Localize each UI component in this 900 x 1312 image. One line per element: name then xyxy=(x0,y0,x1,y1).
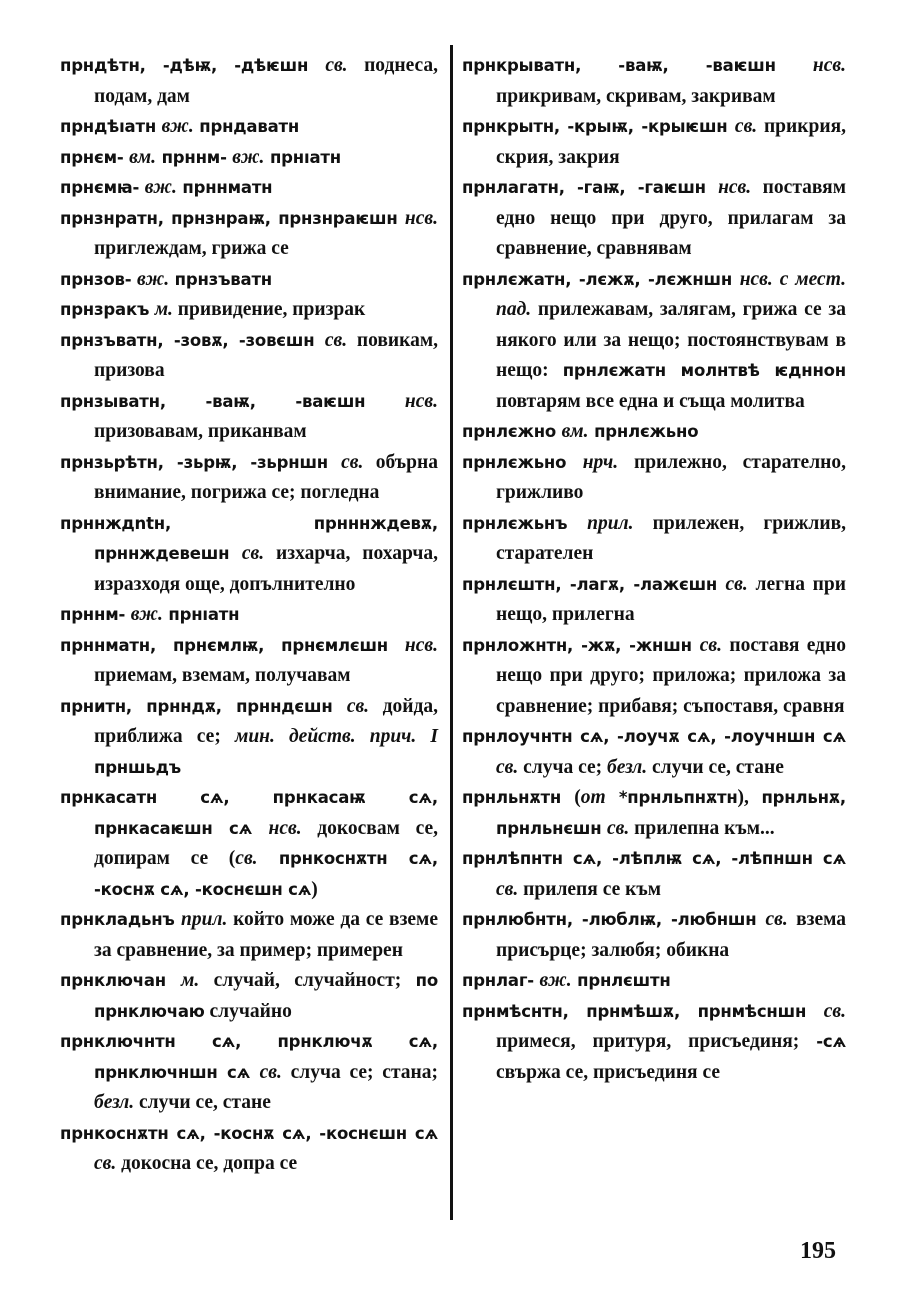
headword: прнлєжьнъ xyxy=(462,513,588,533)
grammar-label: вж. xyxy=(144,177,177,198)
grammar-label: св. xyxy=(241,543,265,564)
headword: прнлѣпнтн сѧ, -лѣплѭ сѧ, -лѣпншн сѧ xyxy=(462,849,846,868)
grammar-label: вж. xyxy=(539,970,572,991)
dictionary-entry xyxy=(462,50,846,111)
grammar-label: вм. xyxy=(561,421,589,442)
definition: прикрия, скрия, закрия xyxy=(496,116,846,168)
headword: прнлєжьно xyxy=(588,422,699,441)
definition: свържа се, присъединя се xyxy=(496,1061,721,1083)
headword: прнıатн xyxy=(162,605,240,624)
dictionary-entry xyxy=(60,782,438,904)
headword: прнложнтн, -жѫ, -жншн xyxy=(462,635,700,655)
dictionary-entry xyxy=(60,172,438,203)
dictionary-entry xyxy=(60,965,438,1026)
headword: прнємꙗ- xyxy=(60,178,145,197)
dictionary-entry xyxy=(60,1026,438,1118)
headword: *прнльпнѫтн xyxy=(605,788,738,807)
grammar-label: м. xyxy=(154,299,173,320)
grammar-label: св. xyxy=(346,695,370,717)
grammar-label: св. xyxy=(725,573,748,595)
grammar-label: вж. xyxy=(161,116,194,137)
headword: прндѣıатн xyxy=(60,117,162,136)
grammar-label: нсв. с мест. пад. xyxy=(496,268,846,320)
definition: прикривам, скривам, закривам xyxy=(496,85,776,107)
headword: прннматн xyxy=(176,178,273,197)
definition: ) xyxy=(311,878,318,900)
definition: приглеждам, грижа се xyxy=(94,238,289,259)
definition: повтарям все една и съща молитва xyxy=(496,390,805,412)
dictionary-entry xyxy=(462,965,846,996)
headword: прнкладьнъ xyxy=(60,910,181,929)
definition: поднеса, подам, дам xyxy=(94,55,438,107)
definition: прилежен, грижлив, старателен xyxy=(496,512,847,564)
grammar-label: св. xyxy=(94,1153,117,1174)
dictionary-entry xyxy=(60,111,438,142)
dictionary-entry xyxy=(462,630,846,722)
headword: прнмѣснтн, прнмѣшѫ, прнмѣсншн xyxy=(462,1001,824,1021)
headword: прнлєжатн молнтвѣ ѥдннон xyxy=(562,361,846,380)
headword: прнлоучнтн сѧ, -лоучѫ сѧ, -лоучншн сѧ xyxy=(462,727,846,746)
dictionary-entry xyxy=(60,599,438,630)
headword: прннждntн, прнннждевѫ, прннждевешн xyxy=(60,513,438,563)
definition: дойда, приближа се; xyxy=(94,695,439,747)
headword: прнзъватн xyxy=(169,269,273,289)
grammar-label: нрч. xyxy=(582,451,619,473)
definition: случа се; стана; xyxy=(281,1061,438,1083)
headword: прнıатн xyxy=(264,147,341,167)
headword: прнлєштн, -лагѫ, -лажєшн xyxy=(462,574,726,594)
column-divider xyxy=(450,45,453,1220)
headword: прнлєштн xyxy=(571,971,671,990)
grammar-label: безл. xyxy=(607,756,648,778)
definition: прилепя се към xyxy=(518,878,662,900)
grammar-label: св. xyxy=(823,1000,846,1022)
grammar-label: нсв. xyxy=(268,817,302,839)
headword: прнзракъ xyxy=(60,300,155,319)
grammar-label: вж. xyxy=(136,268,170,290)
grammar-label: нсв. xyxy=(812,55,846,76)
definition: примеся, притуря, присъединя; xyxy=(496,1031,817,1052)
definition: изхарча, похарча, изразходя още, допълнително xyxy=(94,543,438,595)
grammar-label: св. xyxy=(734,116,758,137)
definition: легна при нещо, прилегна xyxy=(496,573,846,625)
dictionary-entry xyxy=(60,142,438,173)
headword: прнлаг- xyxy=(462,971,540,990)
definition: случи се, стане xyxy=(134,1092,271,1113)
grammar-label: мин. действ. прич. I xyxy=(234,726,438,747)
headword: прншьдъ xyxy=(94,757,181,777)
grammar-label: св. xyxy=(259,1061,282,1083)
grammar-label: св. xyxy=(324,329,348,351)
dictionary-entry xyxy=(60,1118,438,1179)
headword: прнзыватн, -ваѭ, -ваѥшн xyxy=(60,391,405,411)
dictionary-entry xyxy=(60,386,438,447)
dictionary-entry xyxy=(462,508,846,569)
definition: привидение, призрак xyxy=(172,299,366,320)
definition: взема присърце; залюбя; обикна xyxy=(496,909,846,961)
definition: ( xyxy=(574,787,581,808)
definition: повикам, призова xyxy=(94,329,438,381)
headword: прнитн, прнндѫ, прнндєшн xyxy=(60,696,347,716)
grammar-label: св. xyxy=(606,817,630,839)
headword: прнкрыватн, -ваѭ, -ваѥшн xyxy=(462,56,813,75)
headword: прнлєжатн, -лєжѫ, -лєжншн xyxy=(462,269,740,289)
headword: прндаватн xyxy=(193,117,300,136)
definition: прилежно, старателно, грижливо xyxy=(496,451,847,503)
grammar-label: св. xyxy=(765,909,788,930)
headword: прнключан xyxy=(60,971,182,990)
grammar-label: безл. xyxy=(94,1092,135,1113)
left-column xyxy=(60,50,438,1179)
dictionary-entry xyxy=(462,416,846,447)
dictionary-entry xyxy=(462,569,846,630)
headword: прнєм- xyxy=(60,147,130,167)
dictionary-entry xyxy=(462,904,846,965)
definition: приемам, вземам, получавам xyxy=(94,665,351,686)
grammar-label: св. xyxy=(325,55,348,76)
grammar-label: св. xyxy=(235,848,258,869)
grammar-label: нсв. xyxy=(404,390,438,412)
headword: прнключнтн сѧ, прнключѫ сѧ, прнключншн сѧ xyxy=(60,1032,438,1082)
grammar-label: вж. xyxy=(130,604,163,625)
headword: -сѧ xyxy=(816,1032,846,1051)
definition: обърна внимание, погрижа се; погледна xyxy=(94,451,439,503)
dictionary-entry xyxy=(462,264,846,417)
dictionary-entry xyxy=(462,782,846,843)
grammar-label: св. xyxy=(699,634,723,656)
definition: случи се, стане xyxy=(647,756,784,778)
headword: прннм- xyxy=(156,147,233,167)
dictionary-entry xyxy=(60,447,438,508)
dictionary-entry xyxy=(60,508,438,600)
headword: прнльнѫтн xyxy=(462,788,575,807)
grammar-label: вм. xyxy=(129,146,157,168)
definition: случа се; xyxy=(518,756,608,778)
grammar-label: нсв. xyxy=(404,207,438,229)
dictionary-entry xyxy=(60,294,438,325)
headword: прнлагатн, -гаѭ, -гаѥшн xyxy=(462,178,719,197)
grammar-label: св. xyxy=(496,756,519,778)
dictionary-entry xyxy=(60,264,438,295)
dictionary-entry xyxy=(462,843,846,904)
dictionary-entry xyxy=(462,172,846,264)
definition: призовавам, приканвам xyxy=(94,421,307,442)
headword: прнзнратн, прнзнраѭ, прнзнраѥшн xyxy=(60,208,405,228)
definition: прилежавам, залягам, грижа се за някого или за нещо; постоянствувам в нещо: xyxy=(496,299,846,381)
definition: прилепна към... xyxy=(629,817,775,839)
definition: докосна се, допра се xyxy=(116,1153,298,1174)
page-number: 195 xyxy=(800,1238,836,1264)
headword: прнкоснѫтн сѧ, -коснѫ сѧ, -коснєшн сѧ xyxy=(60,1123,438,1143)
headword: прнзъватн, -зовѫ, -зовєшн xyxy=(60,330,325,350)
headword: прнзов- xyxy=(60,269,137,289)
dictionary-entry xyxy=(462,111,846,172)
headword: прнлюбнтн, -люблѭ, -любншн xyxy=(462,910,766,929)
headword: прнлєжно xyxy=(462,422,562,441)
headword: прнльнѫ, прнльнєшн xyxy=(496,788,847,838)
headword: прнзьрѣтн, -зьрѭ, -зьрншн xyxy=(60,452,342,472)
grammar-label: прил. xyxy=(181,909,228,930)
grammar-label: м. xyxy=(181,970,200,991)
headword: прндѣтн, -дѣѭ, -дѣѥшн xyxy=(60,56,326,75)
right-column xyxy=(462,50,846,1087)
grammar-label: св. xyxy=(496,878,519,900)
headword: прннматн, прнємлѭ, прнємлєшн xyxy=(60,635,405,655)
definition: ), xyxy=(737,787,762,808)
definition: случай, случайност; xyxy=(199,970,416,991)
dictionary-entry xyxy=(462,721,846,782)
definition: който може да се вземе за сравнение, за пример; примерен xyxy=(94,909,438,961)
dictionary-entry xyxy=(60,904,438,965)
dictionary-entry xyxy=(60,50,438,111)
grammar-label: вж. xyxy=(232,146,265,168)
dictionary-entry xyxy=(462,996,846,1088)
dictionary-entry xyxy=(60,203,438,264)
definition: случайно xyxy=(204,1000,292,1022)
grammar-label: нсв. xyxy=(718,177,752,198)
definition: поставя едно нещо при друго; приложа; приложа за сравнение; прибавя; съпоставя, сравня xyxy=(496,634,846,717)
definition: поставям едно нещо при друго, прилагам за сравнение, сравнявам xyxy=(496,177,846,259)
headword: прнкрытн, -крыѭ, -крыѥшн xyxy=(462,117,735,136)
headword: прнлєжьно xyxy=(462,452,583,472)
grammar-label: св. xyxy=(341,451,364,473)
grammar-label: прил. xyxy=(587,512,634,534)
grammar-label: нсв. xyxy=(404,634,438,656)
headword: прннм- xyxy=(60,605,131,624)
headword: прнкасатн сѧ, прнкасаѭ сѧ, прнкасаѥшн сѧ xyxy=(60,788,438,838)
headword: прнкоснѫтн сѧ, -коснѫ сѧ, -коснєшн сѧ xyxy=(94,849,438,899)
grammar-label: от xyxy=(580,787,606,808)
dictionary-entry xyxy=(60,325,438,386)
dictionary-entry xyxy=(462,447,846,508)
dictionary-entry xyxy=(60,630,438,691)
dictionary-entry xyxy=(60,691,438,783)
definition: докосвам се, допирам се ( xyxy=(94,817,438,869)
headword: по прнключаю xyxy=(94,971,438,1021)
